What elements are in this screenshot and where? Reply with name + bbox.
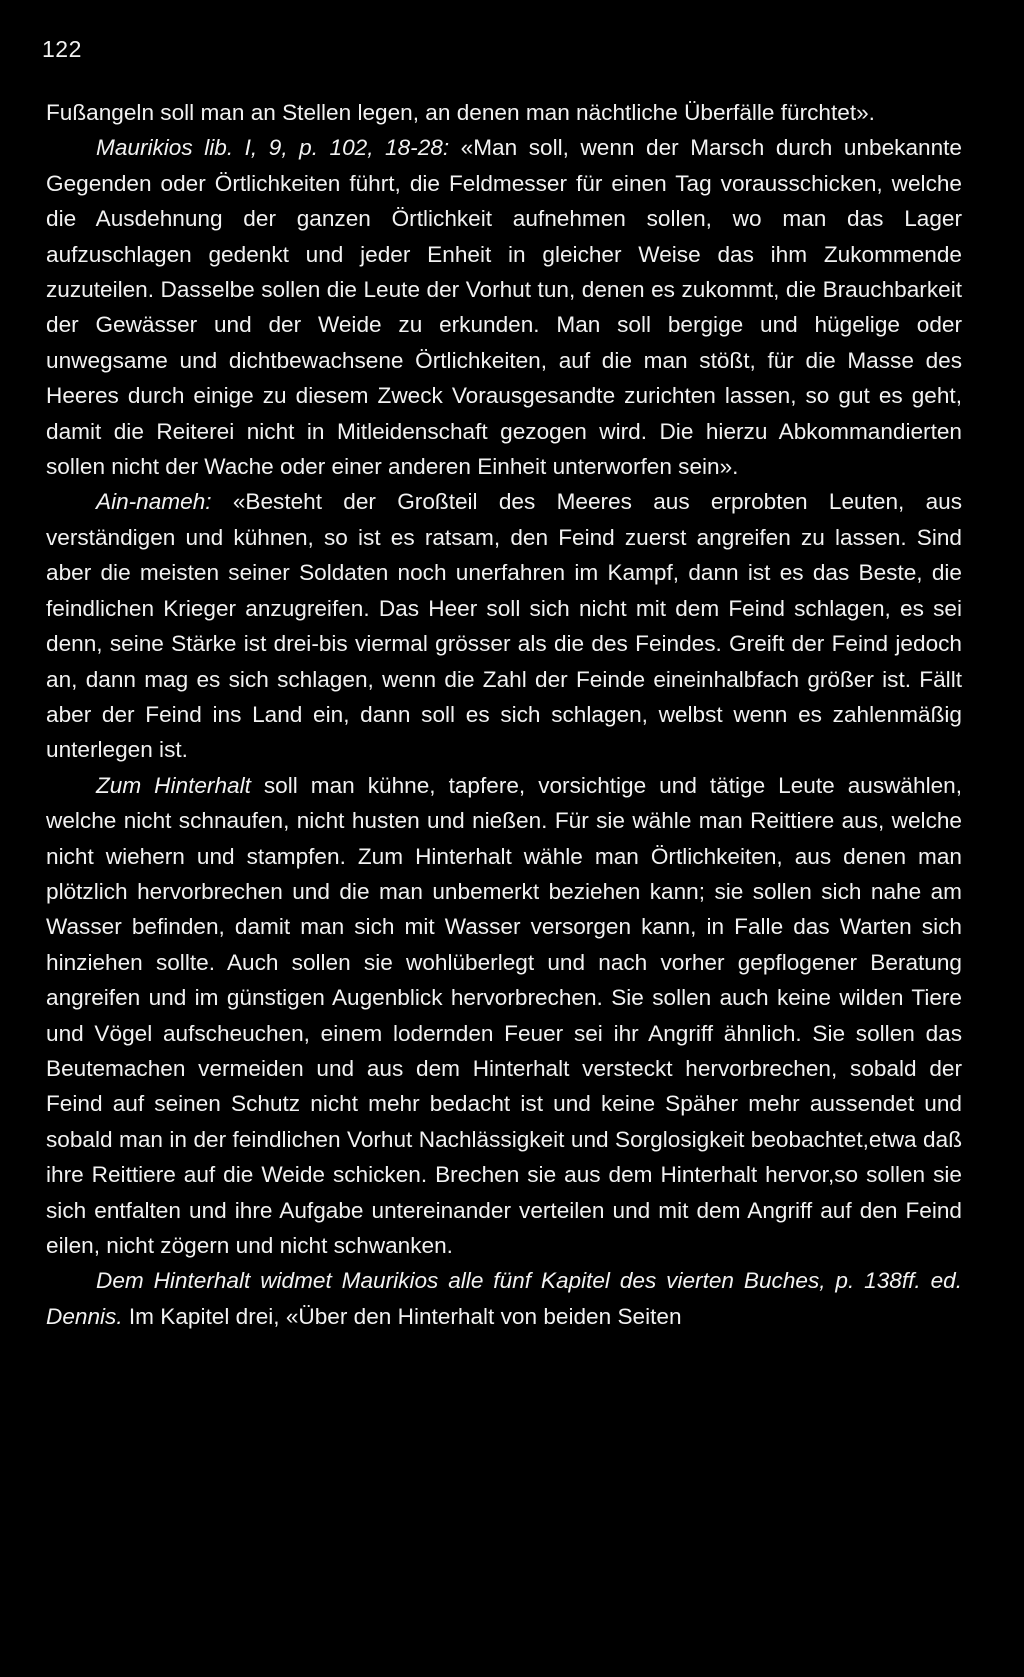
paragraph-4-reference: Zum Hinterhalt (96, 772, 251, 798)
paragraph-3 (46, 484, 962, 767)
paragraph-5-text: Im Kapitel drei, «Über den Hinterhalt von beiden Seiten (122, 1303, 682, 1329)
paragraph-3-text: «Besteht der Großteil des Meeres aus erprobten Leuten, aus verständigen und kühnen, so ist es ratsam, den Feind zuerst angreifen zu lassen. Sind aber die meisten seiner Soldaten noch unerfahren im Kampf, dann ist es das Beste, die feindlichen Krieger anzugreifen. Das Heer soll sich nicht mit dem Feind schlagen, es sei denn, seine Stärke ist drei-bis viermal grösser als die des Feindes. Greift der Feind jedoch an, dann mag es sich schlagen, wenn die Zahl der Feinde eineinhalbfach größer ist. Fällt aber der Feind ins Land ein, dann soll es sich schlagen, welbst wenn es zahlenmäßig unterlegen ist. (46, 489, 962, 763)
page-number: 122 (42, 36, 82, 62)
paragraph-3-reference: Ain-nameh: (96, 489, 212, 515)
paragraph-2-text: «Man soll, wenn der Marsch durch unbekannte Gegenden oder Örtlichkeiten führt, die Feldmesser für einen Tag vorausschicken, welche die Ausdehnung der ganzen Örtlichkeit aufnehmen sollen, wo man das Lager aufzuschlagen gedenkt und jeder Enheit in gleicher Weise das ihm Zukommende zuzuteilen. Dasselbe sollen die Leute der Vorhut tun, denen es zukommt, die Brauchbarkeit der Gewässer und der Weide zu erkunden. Man soll bergige und hügelige oder unwegsame und dichtbewachsene Örtlichkeiten, auf die man stößt, für die Masse des Heeres durch einige zu diesem Zweck Vorausgesandte zurichten lassen, so gut es geht, damit die Reiterei nicht in Mitleidenschaft gezogen wird. Die hierzu Abkommandierten sollen nicht der Wache oder einer anderen Einheit unterworfen sein». (46, 135, 963, 480)
paragraph-2 (46, 130, 962, 484)
paragraph-4-text: soll man kühne, tapfere, vorsichtige und tätige Leute auswählen, welche nicht schnaufen, nicht husten und nießen. Für sie wähle man Reittiere aus, welche nicht wiehern und stampfen. Zum Hinterhalt wähle man Örtlichkeiten, aus denen man plötzlich hervorbrechen und die man unbemerkt beziehen kann; sie sollen sich nahe am Wasser befinden, damit man sich mit Wasser versorgen kann, in Falle das Warten sich hinziehen sollte. Auch sollen sie wohlüberlegt und nach vorher gepflogener Beratung angreifen und im günstigen Augenblick hervorbrechen. Sie sollen auch keine wilden Tiere und Vögel aufscheuchen, einem lodernden Feuer sei ihr Angriff ähnlich. Sie sollen das Beutemachen vermeiden und aus dem Hinterhalt versteckt hervorbrechen, sobald der Feind auf seinen Schutz nicht mehr bedacht ist und keine Späher mehr aussendet und sobald man in der feindlichen Vorhut Nachlässigkeit und Sorglosigkeit beobachtet,etwa daß ihre Reittiere auf die Weide schicken. Brechen sie aus dem Hinterhalt hervor,so sollen sie sich entfalten und ihre Aufgabe untereinander verteilen und mit dem Angriff auf den Feind eilen, nicht zögern und nicht schwanken. (46, 772, 962, 1258)
paragraph-4 (46, 768, 962, 1264)
paragraph-1-text: Fußangeln soll man an Stellen legen, an denen man nächtliche Überfälle fürchtet». (46, 100, 875, 125)
paragraph-5-reference: Dem Hinterhalt widmet Maurikios alle fünf Kapitel des vierten Buches, p. 138ff. ed. Dennis. (46, 1268, 962, 1329)
paragraph-1 (46, 95, 962, 130)
text-body (46, 95, 962, 1334)
paragraph-5 (46, 1263, 962, 1334)
paragraph-2-reference: Maurikios lib. I, 9, p. 102, 18-28: (96, 135, 450, 161)
